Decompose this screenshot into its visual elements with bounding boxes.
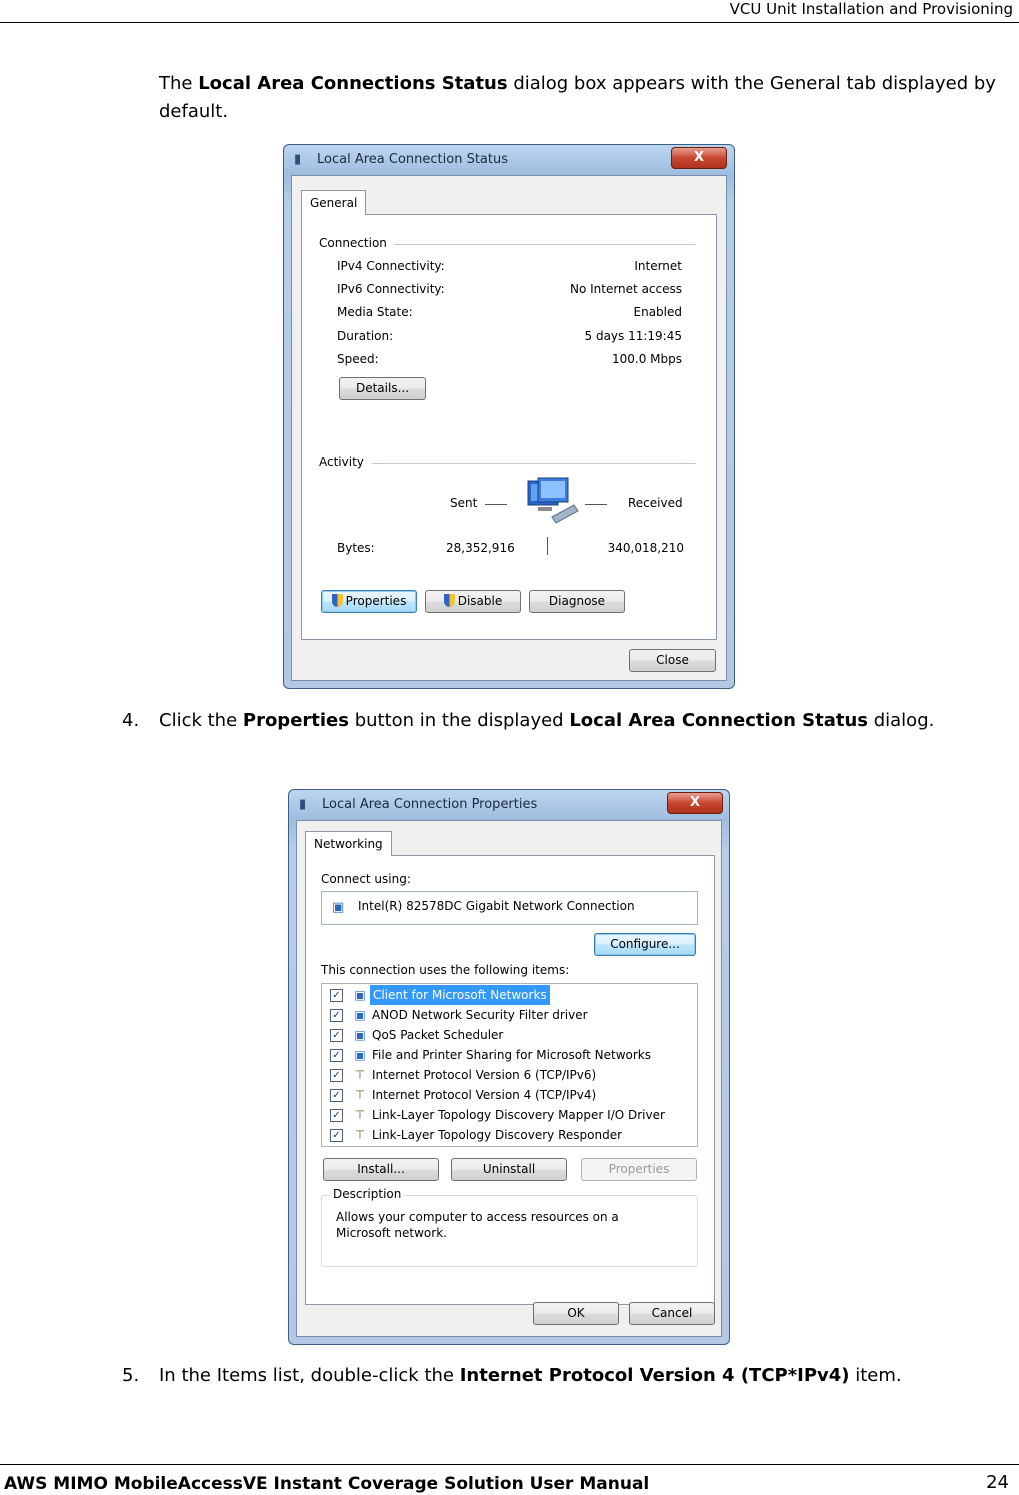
bytes-sent-value: 28,352,916	[446, 541, 515, 555]
details-button[interactable]: Details...	[339, 377, 426, 400]
install-button[interactable]: Install...	[323, 1158, 439, 1181]
adapter-name: Intel(R) 82578DC Gigabit Network Connection	[358, 899, 635, 913]
status-dialog-title: Local Area Connection Status	[317, 152, 508, 167]
items-label: This connection uses the following items:	[321, 963, 570, 977]
network-service-icon: ▣	[354, 1048, 366, 1062]
uninstall-button[interactable]: Uninstall	[451, 1158, 567, 1181]
network-service-icon: ▣	[354, 1028, 366, 1042]
properties-button[interactable]: Properties	[321, 590, 417, 613]
protocol-icon: ⊤	[354, 1068, 366, 1082]
properties-dialog	[288, 789, 730, 1345]
speed-label: Speed:	[337, 352, 379, 366]
item-checkbox[interactable]: ✓	[330, 1129, 343, 1142]
page-number: 24	[986, 1472, 1009, 1493]
activity-group-divider	[372, 463, 696, 464]
item-checkbox[interactable]: ✓	[330, 1029, 343, 1042]
network-activity-icon	[522, 477, 582, 527]
item-checkbox[interactable]: ✓	[330, 1089, 343, 1102]
network-service-icon: ▣	[354, 1008, 366, 1022]
ipv6-value: No Internet access	[569, 282, 682, 296]
footer-title: AWS MIMO MobileAccessVE Instant Coverage Solution User Manual	[4, 1474, 650, 1494]
protocol-icon: ⊤	[354, 1088, 366, 1102]
network-adapter-icon: ▣	[332, 900, 345, 915]
speed-value: 100.0 Mbps	[611, 352, 682, 366]
properties-dialog-client	[296, 820, 722, 1337]
close-icon[interactable]: X	[671, 147, 727, 169]
sent-line	[485, 504, 507, 505]
item-checkbox[interactable]: ✓	[330, 1009, 343, 1022]
ipv4-label: IPv4 Connectivity:	[337, 259, 445, 273]
received-label: Received	[628, 496, 683, 510]
protocol-icon: ⊤	[354, 1128, 366, 1142]
activity-group-label: Activity	[319, 455, 364, 469]
uac-shield-icon	[332, 594, 343, 607]
item-checkbox[interactable]: ✓	[330, 989, 343, 1002]
media-state-label: Media State:	[337, 305, 413, 319]
status-dialog-titlebar[interactable]	[284, 145, 734, 175]
tab-networking[interactable]: Networking	[305, 831, 392, 856]
uac-shield-icon	[444, 594, 455, 607]
protocol-icon: ⊤	[354, 1108, 366, 1122]
disable-button[interactable]: Disable	[425, 590, 521, 613]
properties-dialog-title: Local Area Connection Properties	[322, 797, 538, 812]
step-4: 4. Click the Properties button in the displayed Local Area Connection Status dialog.	[122, 710, 935, 731]
status-dialog	[283, 144, 735, 689]
description-text: Allows your computer to access resources on a Microsoft network.	[336, 1210, 619, 1240]
connection-group-label: Connection	[319, 236, 387, 250]
properties-dialog-titlebar[interactable]	[289, 790, 729, 820]
ok-button[interactable]: OK	[533, 1302, 619, 1325]
header-title: VCU Unit Installation and Provisioning	[729, 0, 1013, 18]
received-line	[585, 504, 607, 505]
page-footer	[0, 1464, 1019, 1495]
item-checkbox[interactable]: ✓	[330, 1109, 343, 1122]
item-checkbox[interactable]: ✓	[330, 1049, 343, 1062]
close-icon[interactable]: X	[667, 792, 723, 814]
cancel-button[interactable]: Cancel	[629, 1302, 715, 1325]
adapter-box	[321, 891, 698, 925]
intro-bold: Local Area Connections Status	[198, 73, 508, 94]
sent-label: Sent	[450, 496, 478, 510]
connection-group-divider	[394, 244, 696, 245]
status-dialog-client	[291, 175, 727, 681]
network-adapter-icon: ▮	[294, 152, 302, 167]
network-client-icon: ▣	[354, 988, 366, 1002]
item-checkbox[interactable]: ✓	[330, 1069, 343, 1082]
bytes-label: Bytes:	[337, 541, 375, 555]
tab-general[interactable]: General	[301, 190, 366, 215]
description-group-label: Description	[330, 1187, 404, 1201]
step-5: 5. In the Items list, double-click the Internet Protocol Version 4 (TCP*IPv4) item.	[122, 1365, 902, 1386]
close-button[interactable]: Close	[629, 649, 716, 672]
general-tab-panel	[301, 214, 717, 640]
items-list[interactable]: ✓ ▣ Client for Microsoft Networks ✓ ▣ ANOD Network Security Filter driver ✓ ▣ QoS Packet Scheduler ✓ ▣ File and Printer Sharing for Microsoft Networks ✓ ⊤ Internet Protocol Version 6 (TCP/IPv6) ✓ ⊤ Internet Protocol Version 4 (TCP/IPv4) ✓ ⊤ Link-Layer Topology Discovery Mapper I/O Driver ✓ ⊤ Link-Layer Topology Discovery Responder	[321, 983, 698, 1147]
network-adapter-icon: ▮	[299, 797, 307, 812]
item-properties-button[interactable]: Properties	[581, 1158, 697, 1181]
bytes-divider	[547, 537, 548, 555]
configure-button[interactable]: Configure...	[594, 933, 696, 956]
intro-paragraph: The Local Area Connections Status dialog box appears with the General tab displayed by default.	[159, 73, 996, 122]
networking-tab-panel	[305, 855, 715, 1305]
page-header	[0, 0, 1019, 23]
bytes-received-value: 340,018,210	[607, 541, 684, 555]
diagnose-button[interactable]: Diagnose	[529, 590, 625, 613]
duration-value: 5 days 11:19:45	[584, 329, 682, 343]
connect-using-label: Connect using:	[321, 872, 411, 886]
duration-label: Duration:	[337, 329, 394, 343]
media-state-value: Enabled	[633, 305, 682, 319]
ipv6-label: IPv6 Connectivity:	[337, 282, 445, 296]
ipv4-value: Internet	[634, 259, 682, 273]
